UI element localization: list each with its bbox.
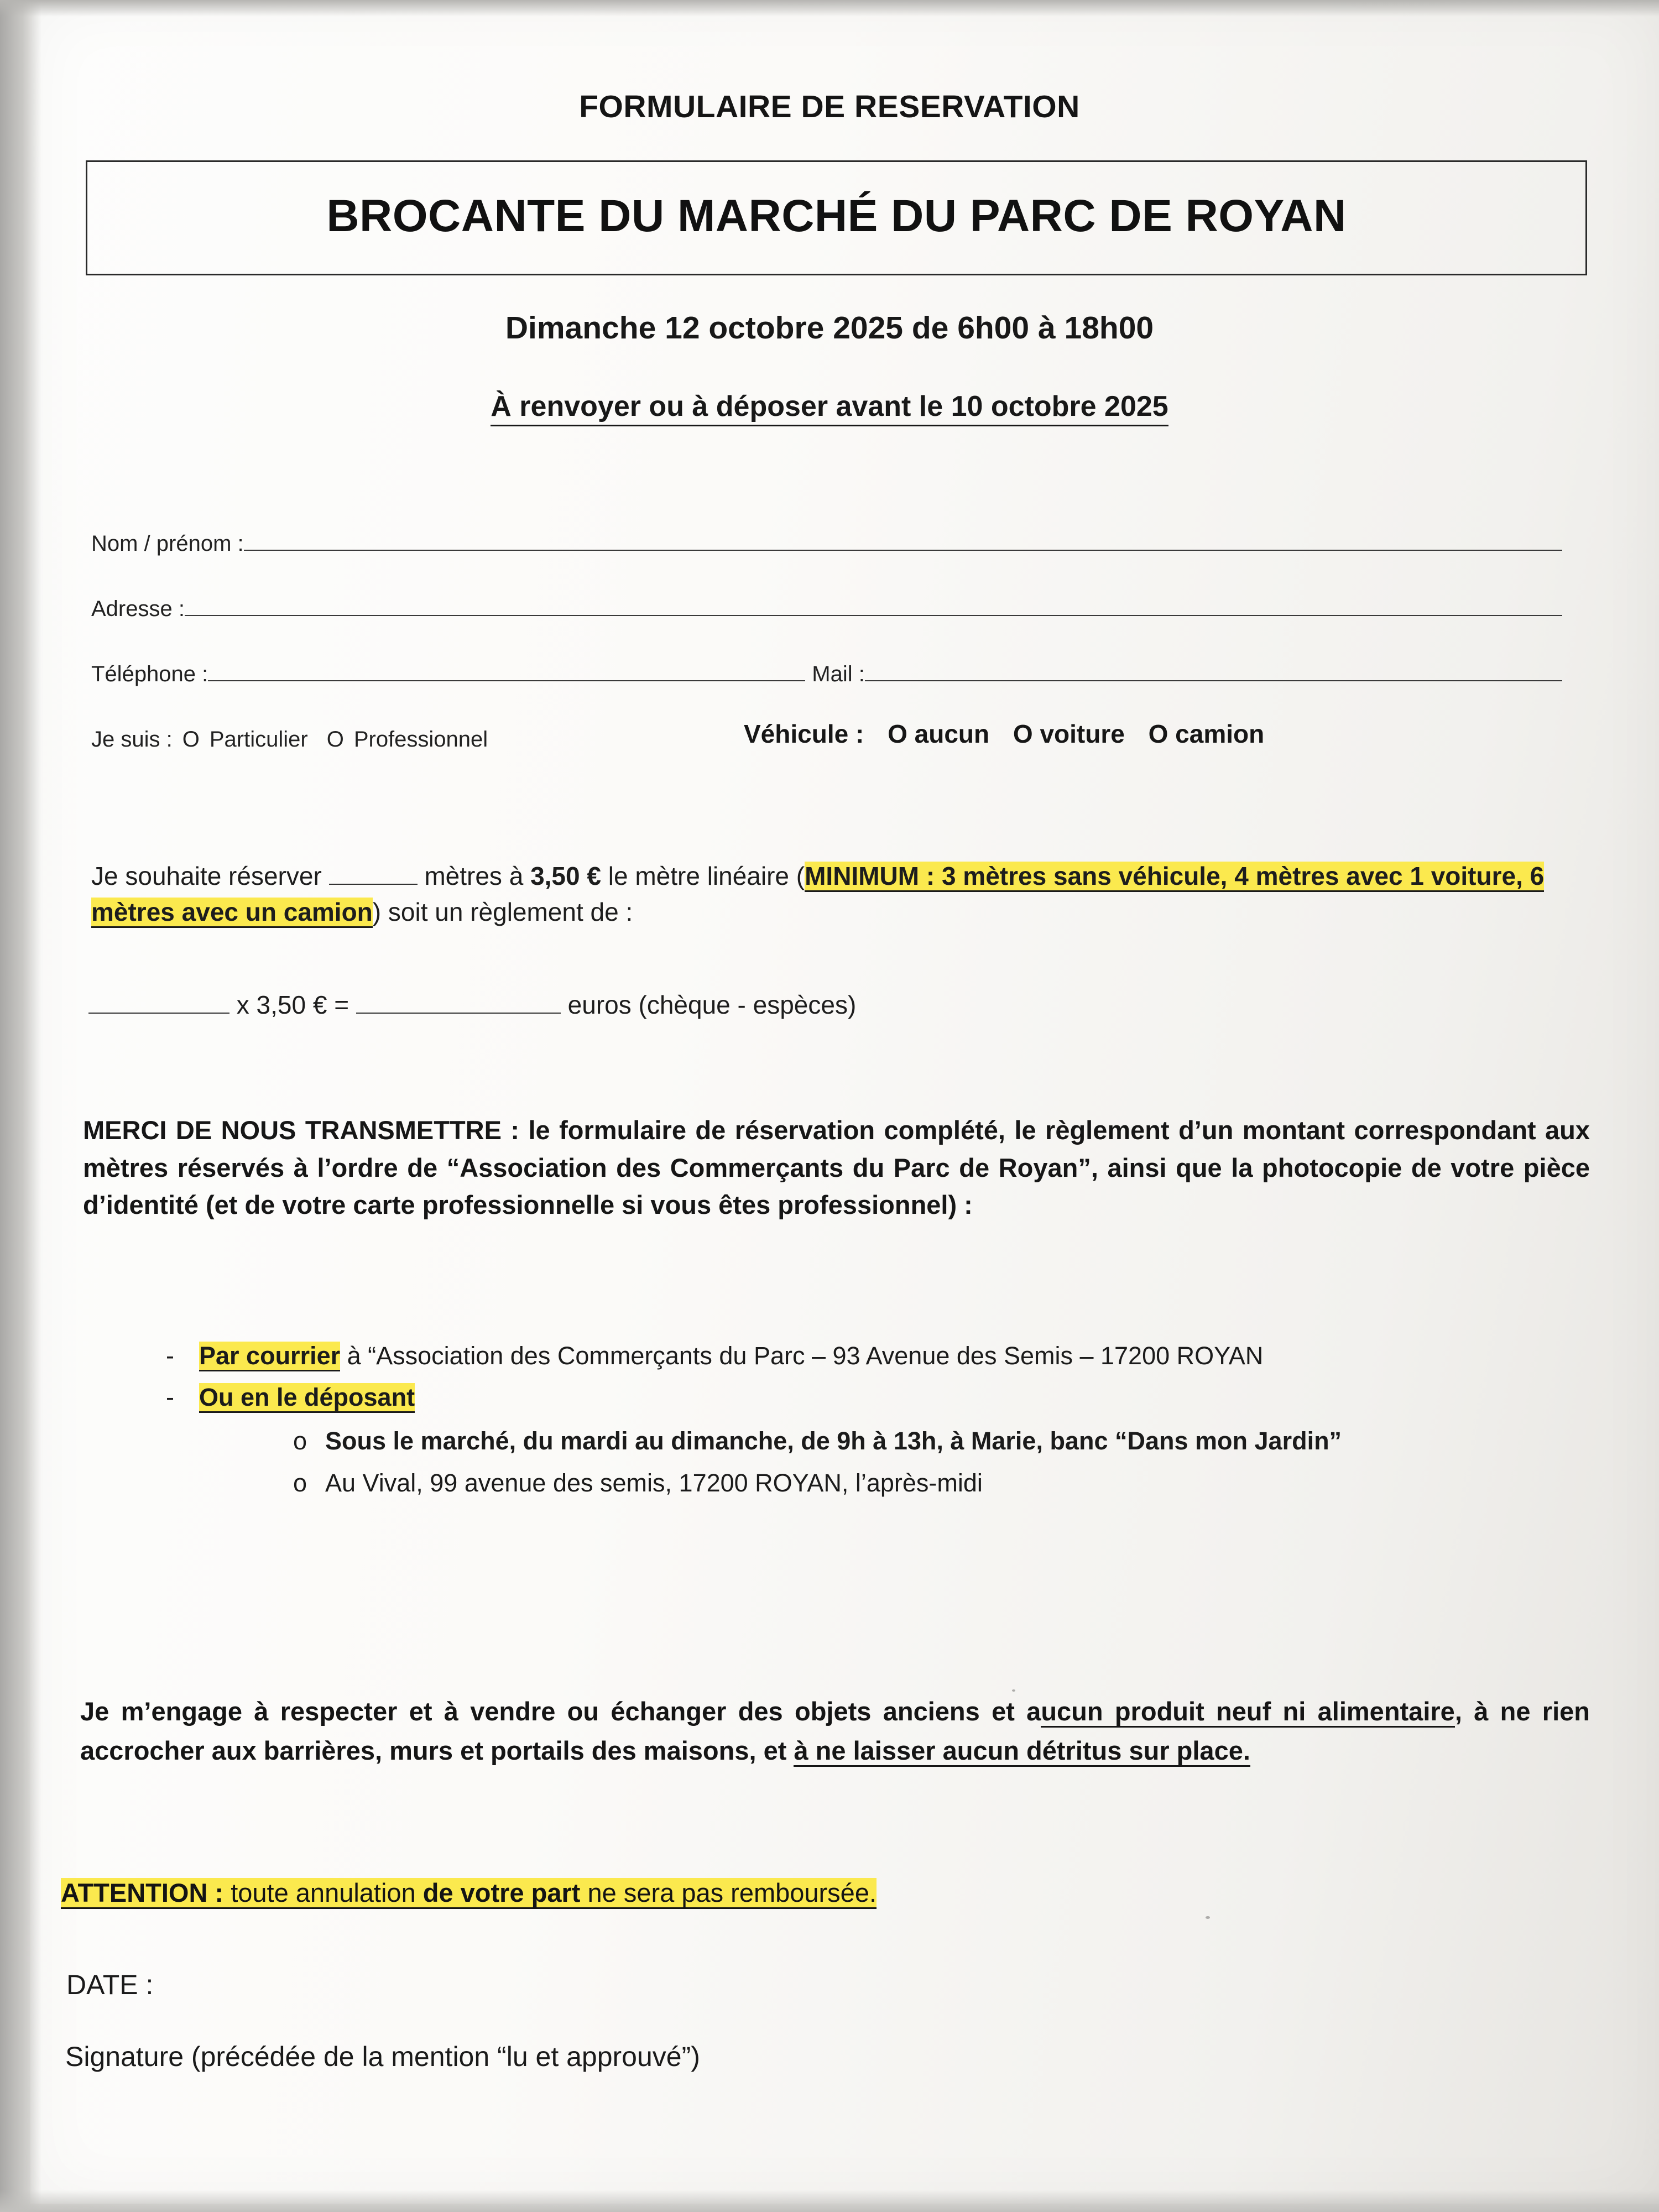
par-courrier-address: à “Association des Commerçants du Parc – 93 Avenue des Semis – 17200 ROYAN — [340, 1342, 1264, 1370]
circle-bullet-icon: o — [293, 1426, 307, 1455]
field-adresse — [91, 596, 1562, 622]
par-courrier-highlight: Par courrier — [199, 1342, 340, 1371]
adresse-input[interactable] — [185, 596, 1562, 616]
calculation-line — [88, 990, 856, 1020]
meters-input[interactable] — [329, 884, 418, 885]
total-input[interactable] — [356, 1013, 561, 1014]
adresse-label: Adresse : — [91, 597, 185, 621]
depot-location-2: Au Vival, 99 avenue des semis, 17200 ROYAN, l’après-midi — [325, 1469, 983, 1498]
radio-vehicule-voiture-label[interactable]: voiture — [1040, 719, 1125, 748]
radio-professionnel-circle[interactable]: O — [326, 727, 344, 752]
radio-vehicule-aucun-label[interactable]: aucun — [914, 719, 990, 748]
radio-vehicule-camion-label[interactable]: camion — [1175, 719, 1265, 748]
attention-lead: ATTENTION : — [61, 1878, 223, 1909]
vehicule-label: Véhicule : — [744, 719, 864, 748]
title-box — [86, 160, 1587, 275]
radio-particulier-label[interactable]: Particulier — [209, 727, 308, 752]
paper-speck — [1206, 1916, 1210, 1919]
radio-vehicule-aucun-circle[interactable]: O — [888, 719, 907, 748]
mail-input[interactable] — [865, 661, 1562, 681]
quantity-input[interactable] — [88, 1013, 229, 1014]
instructions-paragraph — [83, 1112, 1590, 1224]
minimum-highlight: MINIMUM : 3 mètres sans véhicule, 4 mètres avec 1 voiture, 6 mètres avec un camion — [91, 862, 1544, 928]
reservation-paragraph — [91, 858, 1584, 931]
nom-input[interactable] — [244, 531, 1562, 551]
submission-options-list — [166, 1338, 1593, 1514]
engagement-text-b: ucun produit neuf ni alimentaire — [1041, 1697, 1455, 1728]
circle-bullet-icon: o — [293, 1469, 307, 1498]
list-item — [293, 1465, 1593, 1501]
calc-payment-modes: (chèque - espèces) — [638, 990, 857, 1019]
dash-bullet-icon: - — [166, 1342, 174, 1370]
field-telephone-mail — [91, 661, 1562, 687]
field-je-suis — [91, 727, 488, 752]
reservation-text-4: ) soit un règlement de : — [372, 898, 633, 927]
instructions-body: le formulaire de réservation complété, le règlement d’un montant correspondant aux mètres réservés à l’ordre de “Association des Commerçants du Parc de Royan”, ainsi que la photocopie de votre pièce d’identité (et de votre carte professionnelle si vous êtes professionnel) : — [83, 1115, 1590, 1220]
dash-bullet-icon: - — [166, 1383, 174, 1411]
calc-unit: euros — [567, 990, 632, 1019]
paper-speck — [1012, 1689, 1015, 1692]
reservation-text-2: mètres à — [424, 862, 524, 890]
telephone-input[interactable] — [208, 661, 805, 681]
attention-text-end: ne sera pas remboursée. — [580, 1878, 877, 1909]
date-label: DATE : — [66, 1969, 154, 2000]
reservation-text-1: Je souhaite réserver — [91, 862, 322, 890]
field-vehicule — [744, 719, 1264, 749]
list-item — [293, 1423, 1593, 1459]
depot-sublist — [293, 1423, 1593, 1502]
ou-en-le-deposant-highlight: Ou en le déposant — [199, 1383, 415, 1413]
list-item — [166, 1338, 1593, 1374]
radio-vehicule-camion-circle[interactable]: O — [1148, 719, 1168, 748]
engagement-text-a: Je m’engage à respecter et à vendre ou échanger des objets anciens et a — [80, 1697, 1041, 1726]
calc-multiplier: x 3,50 € = — [236, 990, 349, 1019]
attention-text: toute annulation — [223, 1878, 423, 1909]
list-item — [166, 1380, 1593, 1508]
field-nom-prenom — [91, 531, 1562, 556]
telephone-label: Téléphone : — [91, 662, 208, 686]
instructions-lead: MERCI DE NOUS TRANSMETTRE : — [83, 1115, 520, 1145]
engagement-text-c: , à ne rien accrocher aux barrières, murs et portails des maisons, et — [80, 1697, 1590, 1765]
mail-label: Mail : — [812, 662, 865, 686]
option-depot — [199, 1380, 1593, 1508]
price-per-meter: 3,50 € — [530, 862, 601, 890]
attention-bold-part: de votre part — [423, 1878, 581, 1909]
engagement-paragraph — [80, 1692, 1590, 1770]
nom-label: Nom / prénom : — [91, 531, 244, 556]
page-title: BROCANTE DU MARCHÉ DU PARC DE ROYAN — [326, 191, 1347, 241]
document-type-heading: FORMULAIRE DE RESERVATION — [579, 89, 1080, 124]
depot-location-1: Sous le marché, du mardi au dimanche, de 9h à 13h, à Marie, banc “Dans mon Jardin” — [325, 1426, 1342, 1455]
attention-notice — [61, 1875, 1582, 1911]
option-par-courrier — [199, 1338, 1593, 1374]
reservation-text-3: le mètre linéaire ( — [608, 862, 805, 890]
deadline-text: À renvoyer ou à déposer avant le 10 octobre 2025 — [491, 390, 1168, 426]
deadline-line — [0, 390, 1659, 423]
event-date-line: Dimanche 12 octobre 2025 de 6h00 à 18h00 — [505, 310, 1154, 346]
engagement-text-d: à ne laisser aucun détritus sur place. — [794, 1736, 1250, 1767]
radio-particulier-circle[interactable]: O — [182, 727, 200, 752]
je-suis-label: Je suis : — [91, 727, 173, 752]
signature-label: Signature (précédée de la mention “lu et approuvé”) — [65, 2041, 700, 2072]
radio-vehicule-voiture-circle[interactable]: O — [1013, 719, 1033, 748]
radio-professionnel-label[interactable]: Professionnel — [353, 727, 488, 752]
